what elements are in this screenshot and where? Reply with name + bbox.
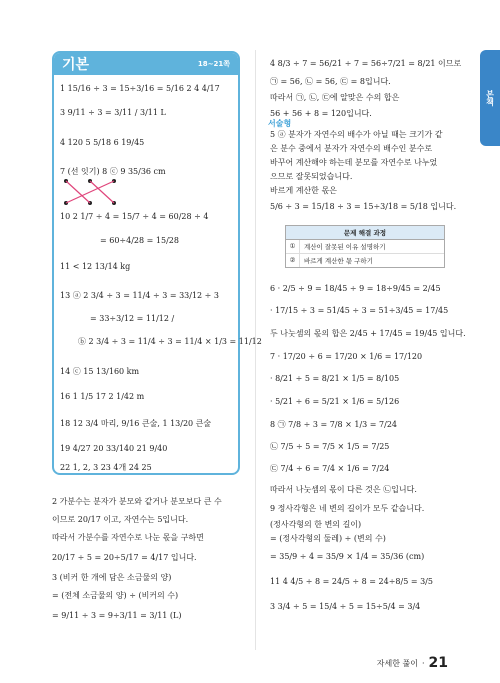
left-line-1: 2 가분수는 분자가 분모와 같거나 분모보다 큰 수: [52, 497, 222, 506]
left-line-6: = (전체 소금물의 양) ÷ (비커의 수): [52, 591, 179, 600]
right-solutions-bottom: [270, 278, 466, 618]
left-line-4: 20/17 ÷ 5 = 20÷5/17 = 4/17 입니다.: [52, 553, 197, 562]
q8-line-4: 따라서 나눗셈의 몫이 다른 것은 ㉡입니다.: [270, 485, 417, 494]
panel-page-range: 18~21쪽: [197, 60, 230, 68]
answer-row-11: 14 ⓒ 15 13/160 km: [60, 367, 140, 376]
q9-line-2: (정사각형의 한 변의 길이): [270, 520, 362, 529]
page-footer: [377, 655, 448, 671]
answer-row-2: 3 9/11 ÷ 3 = 3/11 / 3/11 L: [60, 108, 166, 117]
left-line-7: = 9/11 ÷ 3 = 9÷3/11 = 3/11 (L): [52, 611, 182, 620]
answer-row-5: 10 2 1/7 ÷ 4 = 15/7 ÷ 4 = 60/28 ÷ 4: [60, 212, 209, 221]
q9-line-1: 9 정사각형은 네 변의 길이가 모두 같습니다.: [270, 504, 425, 513]
q5-line-5: 바르게 계산한 몫은: [270, 186, 337, 195]
answer-row-7: 11 < 12 13/14 kg: [60, 262, 131, 271]
answer-row-6: = 60÷4/28 = 15/28: [100, 236, 179, 245]
left-solutions: [52, 493, 252, 627]
q9-line-3: = (정사각형의 둘레) ÷ (변의 수): [270, 534, 386, 543]
q5-line-3: 바꾸어 계산해야 하는데 분모를 자연수로 나누었: [270, 158, 438, 167]
left-line-5: 3 (비커 한 개에 담은 소금물의 양): [52, 573, 172, 582]
q7-line-2: · 8/21 ÷ 5 = 8/21 × 1/5 = 8/105: [270, 374, 400, 383]
left-line-3: 따라서 가분수를 자연수로 나눈 몫을 구하면: [52, 533, 204, 542]
answer-row-9: = 33÷3/12 = 11/12 /: [90, 314, 175, 323]
q7-line-3: · 5/21 ÷ 6 = 5/21 × 1/6 = 5/126: [270, 397, 400, 406]
process-row: [286, 240, 444, 254]
q11-line-2: 3 3/4 ÷ 5 = 15/4 ÷ 5 = 15÷5/4 = 3/4: [270, 602, 421, 611]
footer-label: 자세한 풀이: [376, 658, 418, 668]
process-row-number: ②: [286, 254, 300, 267]
right-solutions-top: [270, 54, 462, 122]
process-header: 문제 해결 과정: [286, 226, 444, 240]
process-row-text: 바르게 계산한 몫 구하기: [304, 257, 373, 265]
answer-row-12: 16 1 1/5 17 2 1/42 m: [60, 392, 145, 401]
answer-row-15: 22 1, 2, 3 23 4개 24 25: [60, 463, 152, 472]
process-row: [286, 254, 444, 267]
q11-line-1: 11 4 4/5 ÷ 8 = 24/5 ÷ 8 = 24÷8/5 = 3/5: [270, 577, 433, 586]
q5-line-6: 5/6 ÷ 3 = 15/18 ÷ 3 = 15÷3/18 = 5/18 입니다.: [270, 202, 457, 211]
process-row-text: 계산이 잘못된 이유 설명하기: [304, 243, 386, 251]
essay-badge: 서술형: [268, 119, 292, 128]
q5-line-2: 은 분수 중에서 분자가 자연수의 배수인 분수로: [270, 144, 433, 153]
answer-row-8: 13 ⓐ 2 3/4 ÷ 3 = 11/4 ÷ 3 = 33/12 ÷ 3: [60, 291, 220, 300]
q8-line-3: ㉢ 7/4 ÷ 6 = 7/4 × 1/6 = 7/24: [270, 464, 390, 473]
answer-row-4: 7 (선 잇기) 8 ⓒ 9 35/36 cm: [60, 167, 166, 176]
column-divider: [255, 50, 256, 650]
page-number: 21: [428, 655, 448, 671]
answer-row-14: 19 4/27 20 33/140 21 9/40: [60, 444, 168, 453]
q4-line-1: 4 8/3 ÷ 7 = 56/21 ÷ 7 = 56÷7/21 = 8/21 이므로: [270, 59, 462, 68]
q6-line-3: 두 나눗셈의 몫의 합은 2/45 + 17/45 = 19/45 입니다.: [270, 329, 466, 338]
q4-line-4: 56 + 56 + 8 = 120입니다.: [270, 109, 372, 118]
q8-line-2: ㉡ 7/5 ÷ 5 = 7/5 × 1/5 = 7/25: [270, 442, 390, 451]
q7-line-1: 7 · 17/20 ÷ 6 = 17/20 × 1/6 = 17/120: [270, 352, 423, 361]
q4-line-2: ㉠ = 56, ㉡ = 56, ㉢ = 8입니다.: [270, 77, 391, 86]
answer-row-3: 4 120 5 5/18 6 19/45: [60, 138, 145, 147]
footer-dot: ·: [421, 658, 425, 668]
panel-header: [54, 53, 238, 75]
q4-line-3: 따라서 ㉠, ㉡, ㉢에 알맞은 수의 합은: [270, 93, 400, 102]
panel-title: 기본: [62, 57, 90, 73]
q6-line-1: 6 · 2/5 ÷ 9 = 18/45 ÷ 9 = 18÷9/45 = 2/45: [270, 284, 441, 293]
answer-row-1: 1 15/16 ÷ 3 = 15÷3/16 = 5/16 2 4 4/17: [60, 84, 220, 93]
problem-solving-process-box: [285, 225, 445, 268]
q5-block: [270, 128, 457, 216]
process-row-number: ①: [286, 240, 300, 253]
answer-row-10: ⓑ 2 3/4 ÷ 3 = 11/4 ÷ 3 = 11/4 × 1/3 = 11/12: [78, 337, 262, 346]
q9-line-4: = 35/9 ÷ 4 = 35/9 × 1/4 = 35/36 (cm): [270, 552, 425, 561]
q5-line-4: 으므로 잘못되었습니다.: [270, 172, 353, 181]
q6-line-2: · 17/15 ÷ 3 = 51/45 ÷ 3 = 51÷3/45 = 17/45: [270, 306, 449, 315]
side-tab[interactable]: 본책: [480, 50, 500, 146]
answer-row-13: 18 12 3/4 마리, 9/16 큰술, 1 13/20 큰술: [60, 419, 212, 428]
q8-line-1: 8 ㉠ 7/8 ÷ 3 = 7/8 × 1/3 = 7/24: [270, 420, 398, 429]
left-line-2: 이므로 20/17 이고, 자연수는 5입니다.: [52, 515, 189, 524]
q5-line-1: 5 ⓐ 분자가 자연수의 배수가 아닐 때는 크기가 같: [270, 130, 443, 139]
